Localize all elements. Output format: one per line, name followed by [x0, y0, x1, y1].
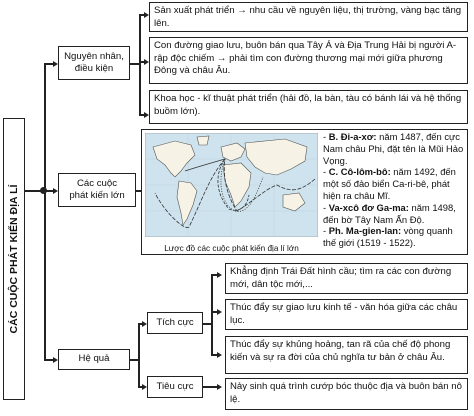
root-title-box: [3, 118, 25, 400]
voyages-box: [58, 173, 136, 207]
explorer-item: - B. Đi-a-xơ: năm 1487, đến cực Nam châu Phi, đặt tên là Mũi Hảo Vọng.: [323, 131, 464, 166]
map-caption: Lược đồ các cuộc phát kiến địa lí lớn: [164, 244, 299, 253]
explorer-name: C. Cô-lôm-bô:: [328, 166, 391, 178]
connector: [139, 14, 141, 115]
explorer-text: năm 1492, đến một số đảo biển Ca-ri-bê, phát hiện ra châu Mĩ.: [323, 166, 456, 201]
effects-box: Hệ quả: [58, 349, 130, 370]
arrow-icon: [217, 352, 222, 358]
connector: [130, 359, 138, 361]
arrow-icon: [217, 272, 222, 278]
positive-item-3: Thúc đẩy sự khủng hoảng, tan rã của chế độ phong kiến và sự ra đời của chủ nghĩa tư bản ở châu Âu.: [225, 336, 468, 374]
connector: [203, 323, 211, 325]
world-map: [145, 133, 318, 251]
connector: [138, 323, 140, 387]
cause-item-2: Con đường giao lưu, buôn bán qua Tây Á và Địa Trung Hải bị người A-rập độc chiếm → phải tìm con đường thương mại mới giữa phương Đông và châu Âu.: [149, 37, 468, 84]
positive-item-2: Thúc đẩy sự giao lưu kinh tế - văn hóa giữa các châu lục.: [225, 299, 468, 330]
arrow-icon: [217, 384, 222, 390]
explorers-list: [323, 131, 465, 249]
root-title: CÁC CUỘC PHÁT KIẾN ĐỊA LÍ: [7, 184, 20, 334]
cause-item-3: Khoa học - kĩ thuật phát triển (hải đồ, la bàn, tàu có bánh lái và hệ thống buồm lớn).: [149, 90, 468, 124]
explorer-item: - C. Cô-lôm-bô: năm 1492, đến một số đảo biển Ca-ri-bê, phát hiện ra châu Mĩ.: [323, 166, 456, 201]
positive-item-1: Khẳng định Trái Đất hình cầu; tìm ra các con đường mới, dân tộc mới,...: [225, 263, 468, 294]
voyages-label-1: Các cuộc: [77, 177, 117, 189]
causes-box: [58, 46, 130, 80]
causes-label-2: điều kiện: [74, 63, 114, 74]
explorer-text: năm 1487, đến cực Nam châu Phi, đặt tên là Mũi Hảo Vọng.: [323, 131, 464, 166]
negative-item-1: Nảy sinh quá trình cướp bóc thuộc địa và buôn bán nô lệ.: [225, 378, 468, 410]
explorer-name: Va-xcô đơ Ga-ma:: [328, 201, 409, 213]
explorer-name: B. Đi-a-xơ:: [328, 131, 377, 142]
negative-box: Tiêu cực: [147, 376, 203, 398]
main-spine: [44, 63, 46, 360]
causes-label-1: Nguyên nhân,: [64, 50, 124, 62]
cause-item-1: Sản xuất phát triển → nhu cầu về nguyên liệu, thị trường, vàng bạc tăng lên.: [149, 2, 468, 32]
explorer-item: - Ph. Ma-gien-lan: vòng quanh thế giới (1519 - 1522).: [323, 225, 453, 249]
positive-box: Tích cực: [147, 312, 203, 334]
voyages-label-2: phát kiến lớn: [69, 190, 125, 201]
explorer-text: năm 1498, đến bờ Tây Nam Ấn Độ.: [323, 201, 456, 225]
arrow-icon: [217, 309, 222, 315]
connector: [130, 63, 139, 65]
explorer-name: Ph. Ma-gien-lan:: [328, 225, 402, 237]
explorer-text: vòng quanh thế giới (1519 - 1522).: [323, 225, 453, 249]
connector: [211, 274, 213, 355]
explorer-item: - Va-xcô đơ Ga-ma: năm 1498, đến bờ Tây Nam Ấn Độ.: [323, 201, 456, 225]
